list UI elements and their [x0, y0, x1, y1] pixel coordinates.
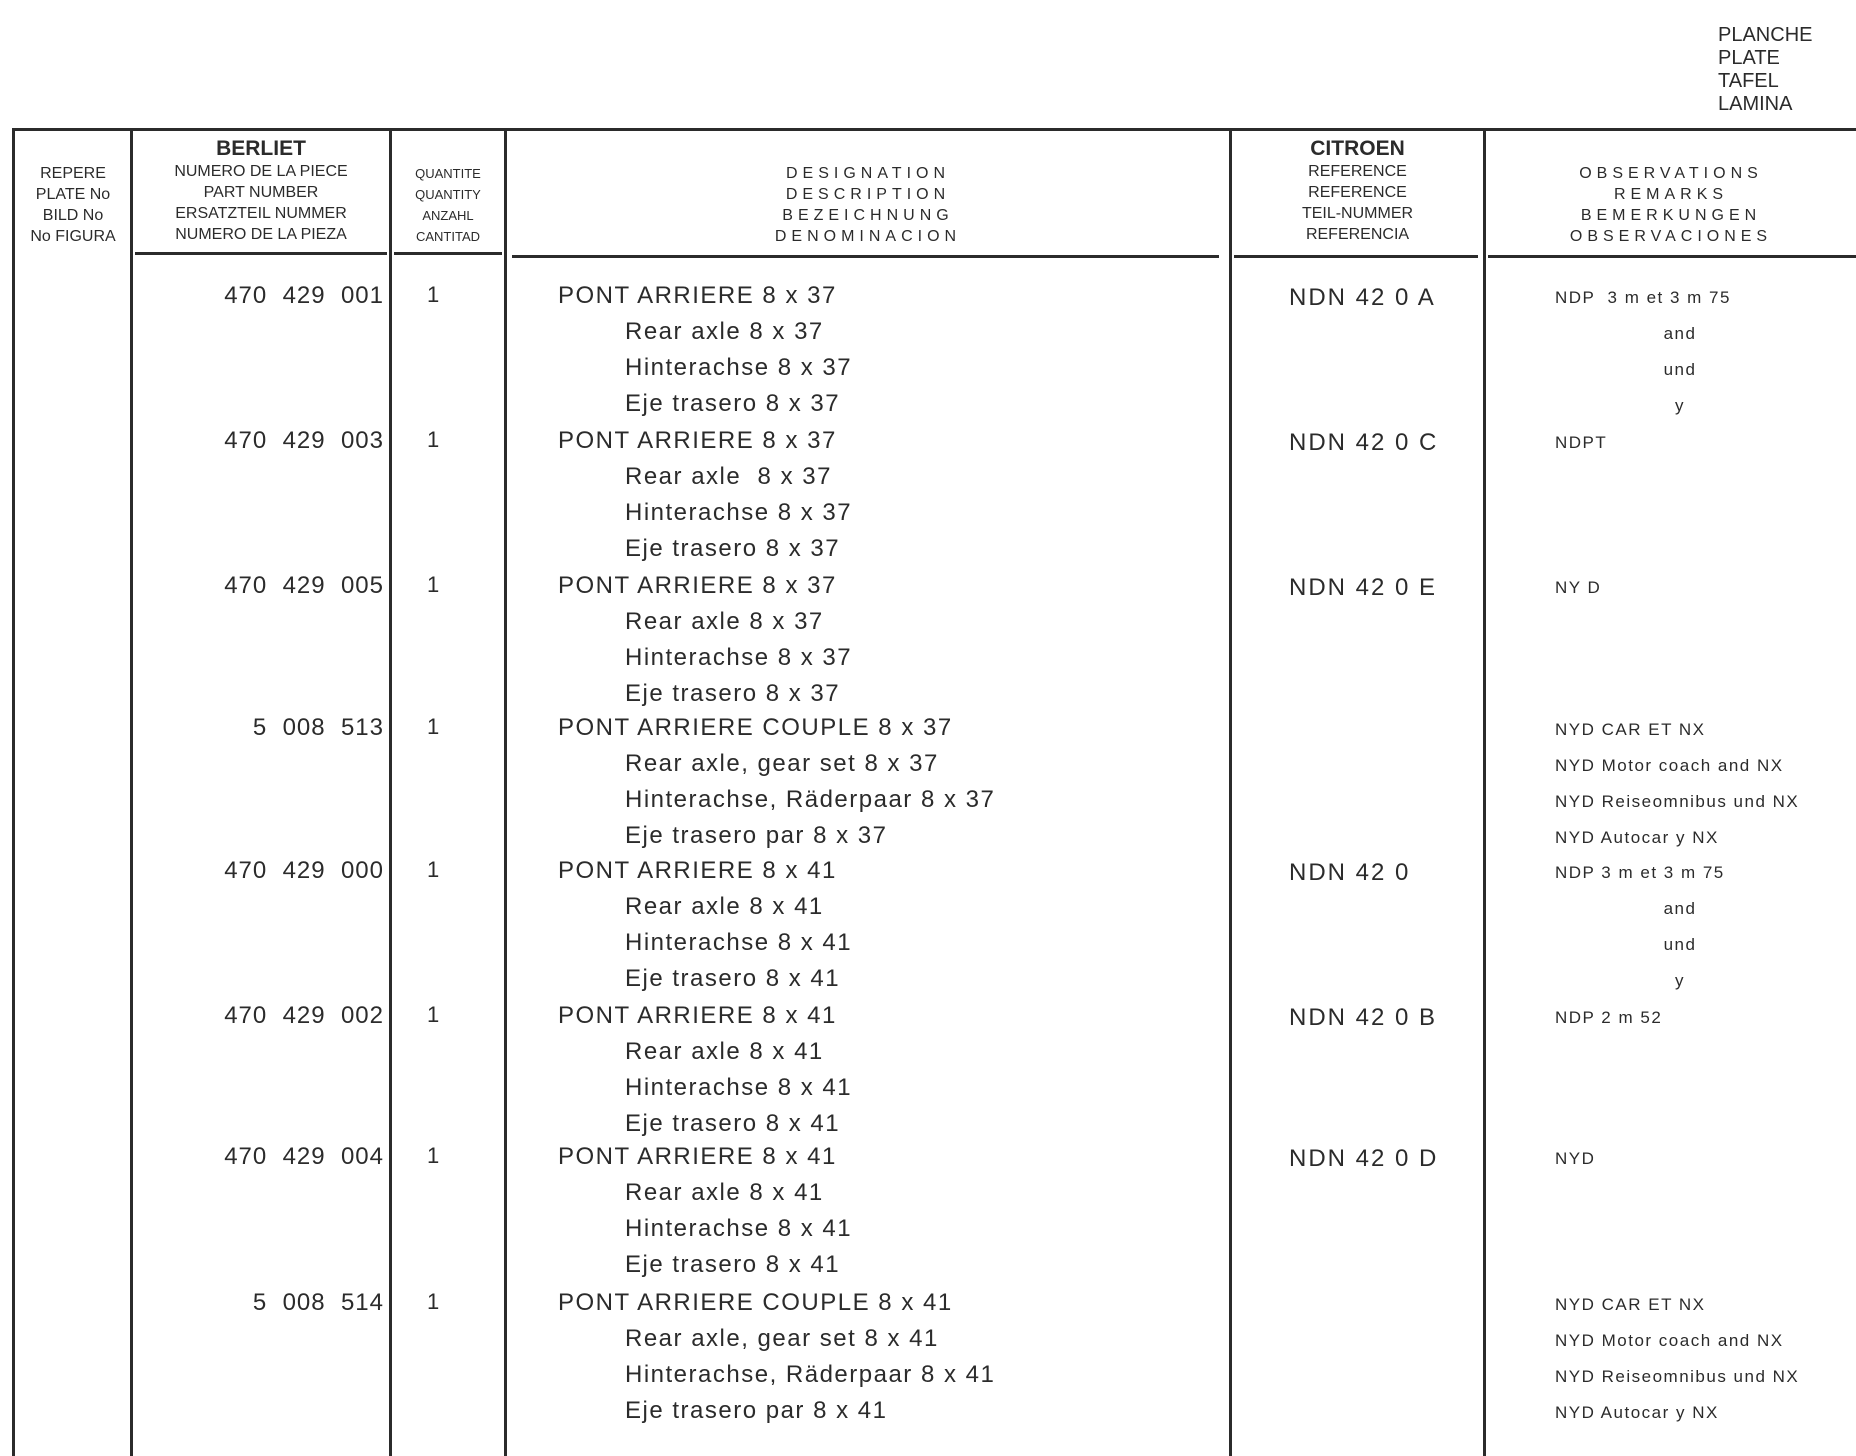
quantity: 1 — [427, 1289, 440, 1314]
designation-translation: Eje trasero 8 x 37 — [625, 390, 841, 417]
part-number: 470 429 002 — [224, 1002, 384, 1029]
part-number: 470 429 003 — [224, 427, 384, 454]
quantity: 1 — [427, 1002, 440, 1027]
observation-line: NYD Motor coach and NX — [1555, 756, 1784, 775]
plate-label — [1718, 24, 1812, 116]
header-line: PLATE No — [35, 186, 111, 203]
quantity: 1 — [427, 427, 440, 452]
designation-translation: Rear axle 8 x 37 — [625, 463, 832, 490]
part-number: 470 429 004 — [224, 1143, 384, 1170]
plate-label-line: PLANCHE — [1718, 24, 1813, 46]
observation-line: y — [1675, 971, 1685, 990]
part-number: 470 429 001 — [224, 282, 384, 309]
column-divider — [130, 128, 133, 1456]
designation-translation: Hinterachse, Räderpaar 8 x 37 — [625, 786, 996, 813]
header-line: OBSERVACIONES — [1569, 228, 1773, 245]
quantity: 1 — [427, 282, 440, 307]
column-divider — [1483, 128, 1486, 1456]
plate-label-line: LAMINA — [1718, 93, 1793, 115]
table-top-rule — [12, 128, 1856, 131]
observation-line: NYD Motor coach and NX — [1555, 1331, 1784, 1350]
plate-label-line: PLATE — [1718, 47, 1780, 69]
citroen-reference: NDN 42 0 B — [1289, 1004, 1438, 1031]
header-underline — [1234, 255, 1478, 258]
designation-translation: Hinterachse, Räderpaar 8 x 41 — [625, 1361, 996, 1388]
plate-label-line: TAFEL — [1718, 70, 1779, 92]
designation-translation: Hinterachse 8 x 41 — [625, 1074, 853, 1101]
designation-translation: Eje trasero 8 x 37 — [625, 680, 841, 707]
designation-translation: Eje trasero 8 x 41 — [625, 1251, 841, 1278]
designation-translation: Eje trasero 8 x 37 — [625, 535, 841, 562]
designation-main: PONT ARRIERE COUPLE 8 x 41 — [558, 1289, 953, 1316]
berliet-brand: BERLIET — [216, 137, 306, 160]
header-underline — [512, 255, 1219, 258]
citroen-brand: CITROEN — [1310, 137, 1405, 160]
header-line: BEMERKUNGEN — [1580, 207, 1762, 224]
designation-main: PONT ARRIERE 8 x 41 — [558, 1002, 837, 1029]
citroen-reference: NDN 42 0 A — [1289, 284, 1436, 311]
header-line: PART NUMBER — [203, 184, 319, 201]
designation-translation: Rear axle 8 x 37 — [625, 318, 824, 345]
header-repere — [14, 163, 132, 247]
citroen-reference: NDN 42 0 E — [1289, 574, 1438, 601]
header-line: REFERENCE — [1308, 184, 1407, 201]
header-line: NUMERO DE LA PIECE — [174, 163, 348, 180]
observation-line: NYD Autocar y NX — [1555, 828, 1719, 847]
header-line: ERSATZTEIL NUMMER — [175, 205, 347, 222]
header-line: BILD No — [42, 207, 104, 224]
citroen-reference: NDN 42 0 C — [1289, 429, 1439, 456]
designation-translation: Rear axle, gear set 8 x 41 — [625, 1325, 939, 1352]
observation-line: NYD — [1555, 1149, 1596, 1168]
citroen-reference: NDN 42 0 — [1289, 859, 1411, 886]
header-reference — [1232, 136, 1483, 245]
part-number: 470 429 005 — [224, 572, 384, 599]
observation-line: NDP 2 m 52 — [1555, 1008, 1663, 1027]
designation-translation: Hinterachse 8 x 37 — [625, 499, 853, 526]
header-line: REFERENCIA — [1305, 226, 1410, 243]
column-divider — [12, 128, 15, 1456]
part-number: 5 008 514 — [252, 1289, 384, 1316]
header-line: QUANTITE — [415, 166, 481, 181]
observation-line: NYD CAR ET NX — [1555, 720, 1706, 739]
designation-translation: Hinterachse 8 x 37 — [625, 644, 853, 671]
quantity: 1 — [427, 714, 440, 739]
header-line: REFERENCE — [1308, 163, 1407, 180]
header-line: No FIGURA — [30, 228, 116, 245]
designation-main: PONT ARRIERE 8 x 37 — [558, 427, 837, 454]
designation-translation: Eje trasero 8 x 41 — [625, 1110, 841, 1137]
observation-line: NYD Reiseomnibus und NX — [1555, 792, 1800, 811]
header-underline — [394, 252, 502, 255]
observation-line: NDP 3 m et 3 m 75 — [1555, 288, 1731, 307]
column-divider — [389, 128, 392, 1456]
header-designation — [507, 163, 1229, 247]
designation-translation: Hinterachse 8 x 41 — [625, 929, 853, 956]
designation-main: PONT ARRIERE 8 x 37 — [558, 572, 837, 599]
header-line: DESIGNATION — [785, 165, 951, 182]
header-line: DENOMINACION — [774, 228, 962, 245]
header-line: OBSERVATIONS — [1579, 165, 1763, 182]
header-line: TEIL-NUMMER — [1301, 205, 1414, 222]
header-line: REMARKS — [1613, 186, 1729, 203]
header-underline — [135, 252, 387, 255]
header-underline — [1488, 255, 1856, 258]
observation-line: und — [1663, 360, 1697, 379]
designation-main: PONT ARRIERE 8 x 41 — [558, 1143, 837, 1170]
observation-line: NDP 3 m et 3 m 75 — [1555, 863, 1725, 882]
observation-line: NYD CAR ET NX — [1555, 1295, 1706, 1314]
designation-translation: Rear axle 8 x 37 — [625, 608, 824, 635]
quantity: 1 — [427, 572, 440, 597]
observation-line: NYD Reiseomnibus und NX — [1555, 1367, 1800, 1386]
header-part-number — [133, 136, 389, 245]
quantity: 1 — [427, 857, 440, 882]
quantity: 1 — [427, 1143, 440, 1168]
designation-translation: Eje trasero par 8 x 41 — [625, 1397, 888, 1424]
part-number: 470 429 000 — [224, 857, 384, 884]
designation-translation: Rear axle 8 x 41 — [625, 893, 824, 920]
header-line: NUMERO DE LA PIEZA — [175, 226, 347, 243]
observation-line: and — [1663, 324, 1697, 343]
header-quantity — [392, 163, 504, 247]
observation-line: NY D — [1555, 578, 1602, 597]
observation-line: and — [1663, 899, 1697, 918]
designation-translation: Hinterachse 8 x 37 — [625, 354, 853, 381]
header-line: ANZAHL — [422, 208, 474, 223]
designation-main: PONT ARRIERE COUPLE 8 x 37 — [558, 714, 953, 741]
observation-line: y — [1675, 396, 1685, 415]
designation-translation: Eje trasero 8 x 41 — [625, 965, 841, 992]
part-number: 5 008 513 — [252, 714, 384, 741]
header-line: QUANTITY — [415, 187, 481, 202]
header-line: REPERE — [40, 165, 106, 182]
column-divider — [504, 128, 507, 1456]
header-observations — [1486, 163, 1856, 247]
observation-line: NDPT — [1555, 433, 1608, 452]
designation-main: PONT ARRIERE 8 x 37 — [558, 282, 837, 309]
designation-translation: Hinterachse 8 x 41 — [625, 1215, 853, 1242]
designation-main: PONT ARRIERE 8 x 41 — [558, 857, 837, 884]
designation-translation: Rear axle 8 x 41 — [625, 1038, 824, 1065]
observation-line: und — [1663, 935, 1697, 954]
observation-line: NYD Autocar y NX — [1555, 1403, 1719, 1422]
header-line: BEZEICHNUNG — [782, 207, 954, 224]
column-divider — [1229, 128, 1232, 1456]
header-line: CANTITAD — [415, 229, 481, 244]
designation-translation: Rear axle 8 x 41 — [625, 1179, 824, 1206]
citroen-reference: NDN 42 0 D — [1289, 1145, 1439, 1172]
designation-translation: Eje trasero par 8 x 37 — [625, 822, 888, 849]
header-line: DESCRIPTION — [785, 186, 951, 203]
designation-translation: Rear axle, gear set 8 x 37 — [625, 750, 939, 777]
